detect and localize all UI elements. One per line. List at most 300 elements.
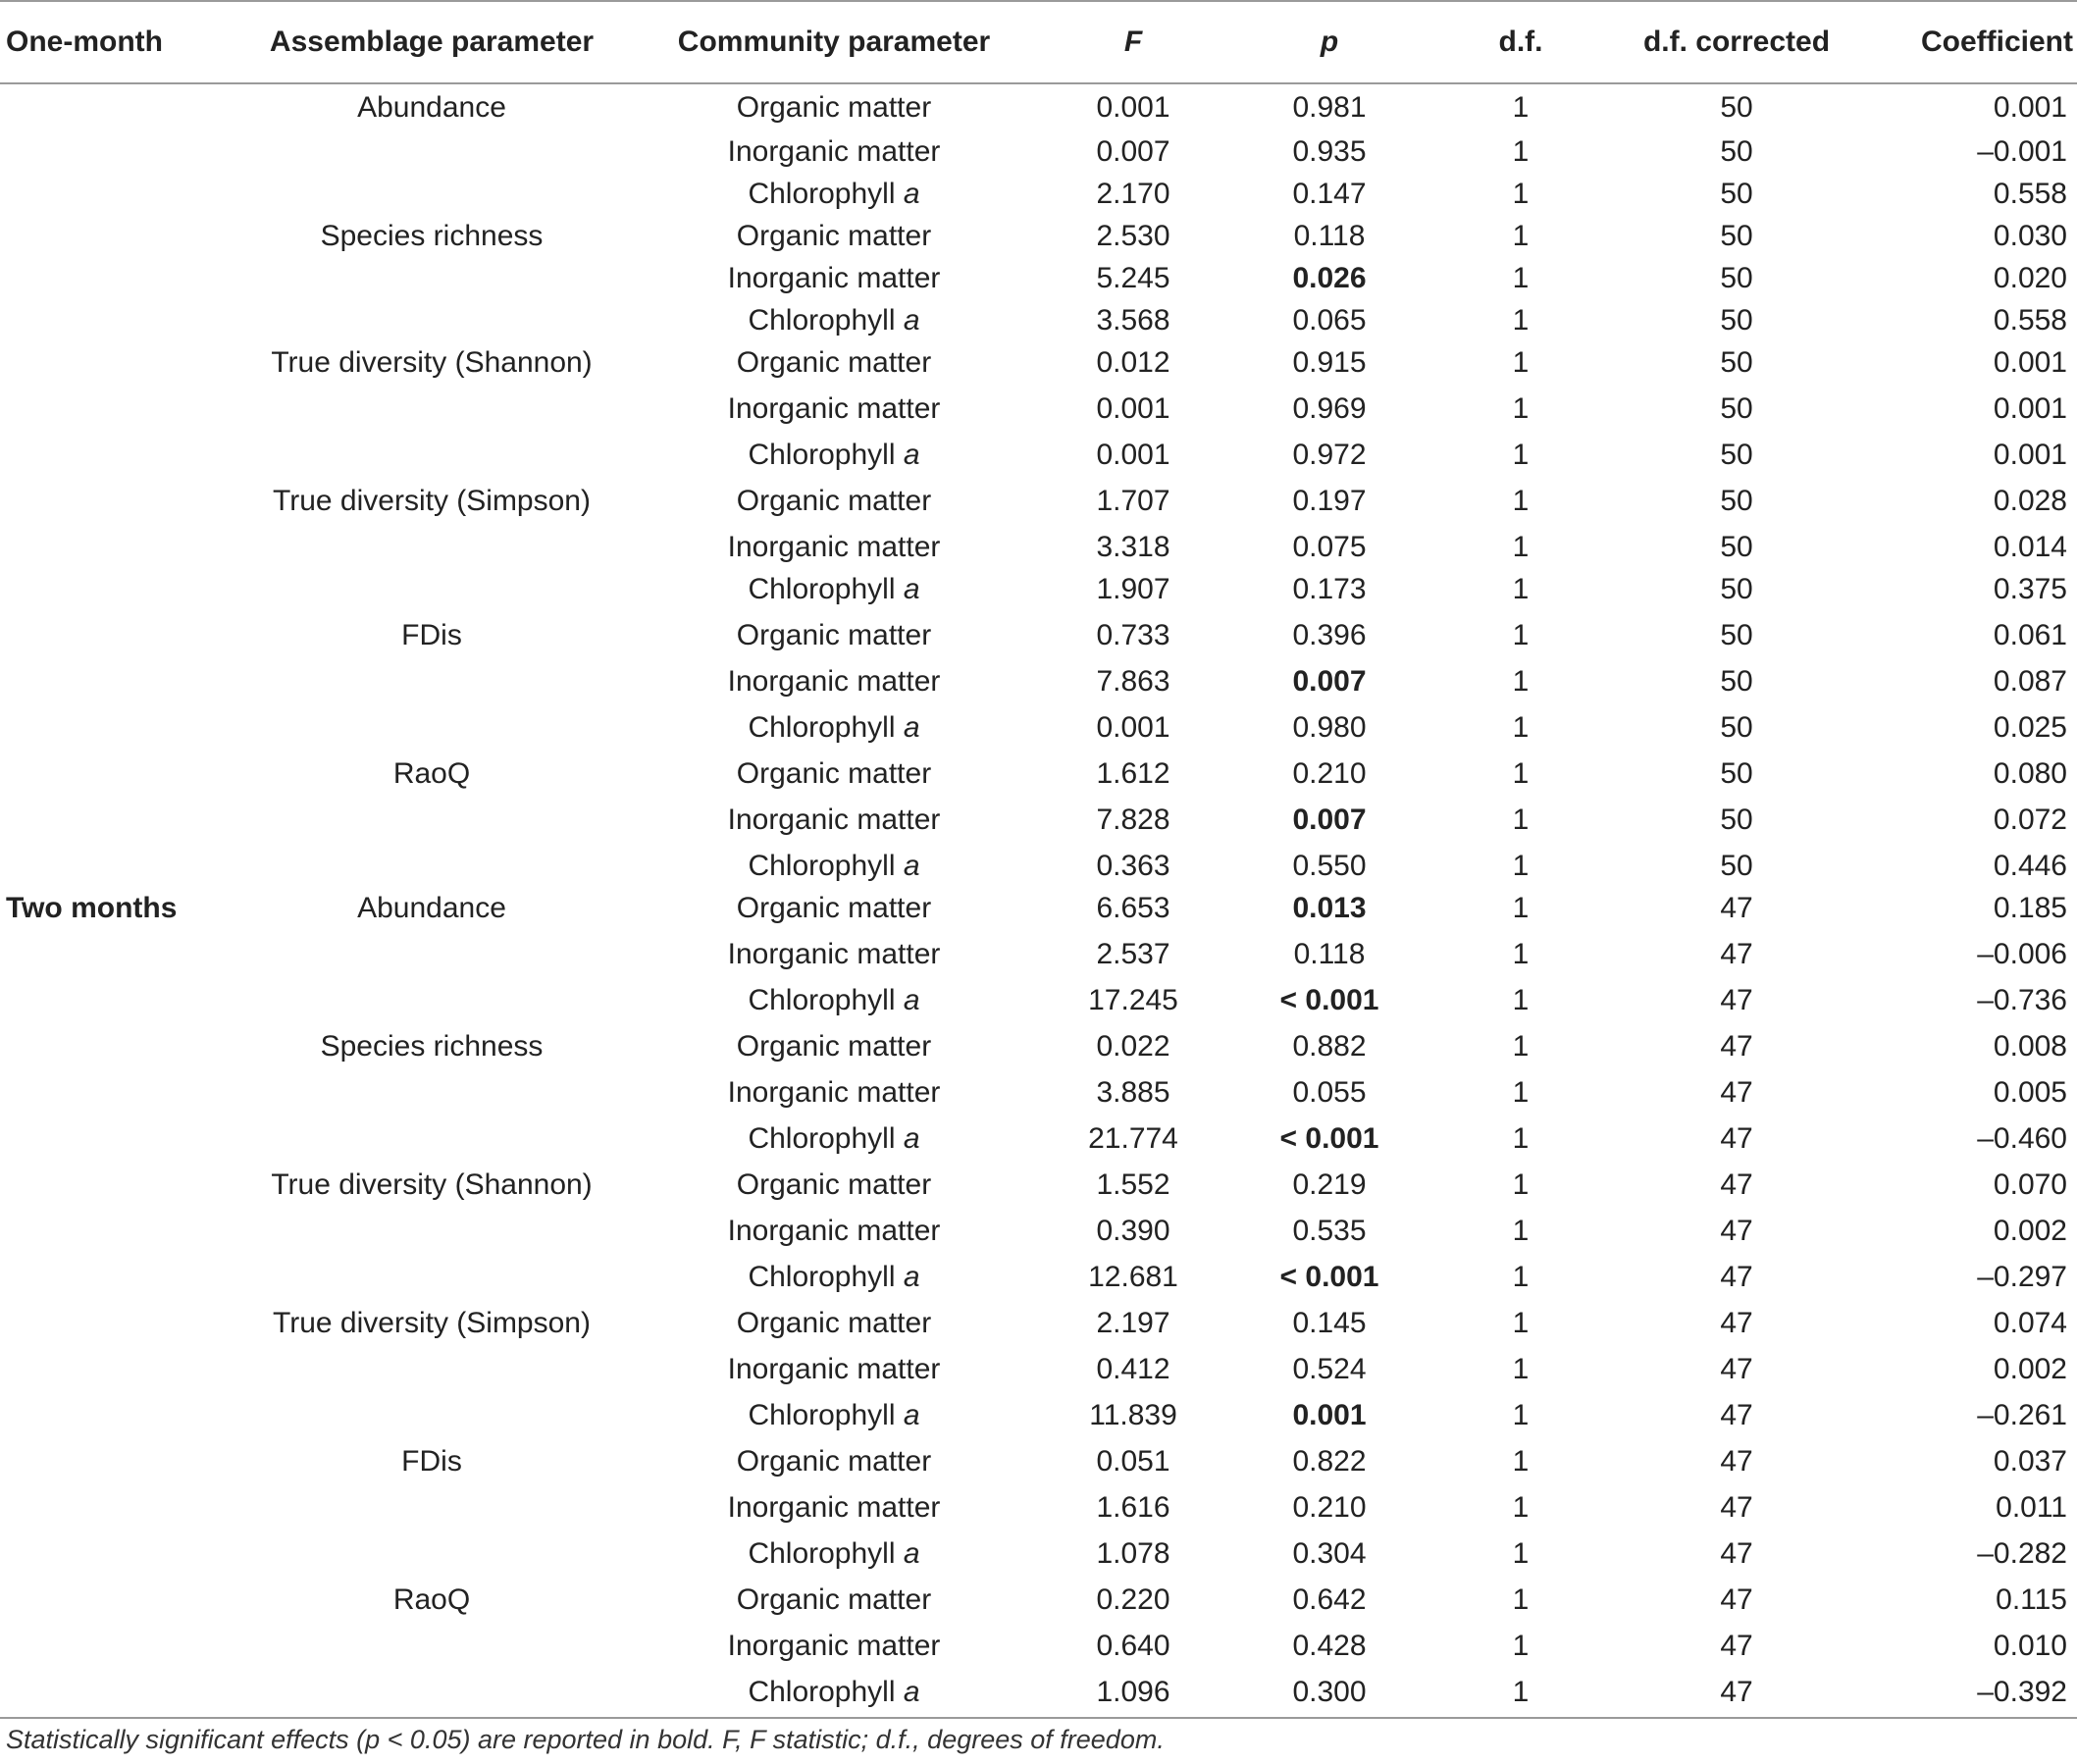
community-cell (638, 384, 1030, 434)
table-row (0, 1482, 2077, 1532)
f-value-cell: 1.616 (1096, 1490, 1170, 1524)
community-cell (638, 752, 1030, 795)
df-cell: 1 (1512, 1398, 1530, 1431)
table-row (0, 341, 2077, 384)
assemblage-cell (226, 1625, 638, 1667)
df-corrected-cell: 47 (1720, 1352, 1753, 1385)
df-corrected-cell: 47 (1720, 1306, 1753, 1339)
community-italic-suffix: a (903, 1260, 920, 1293)
df-cell: 1 (1512, 1121, 1530, 1155)
community-label: Chlorophyll (748, 1675, 904, 1708)
f-value-cell: 0.007 (1096, 134, 1170, 168)
p-value-cell: < 0.001 (1279, 983, 1379, 1016)
community-cell (638, 929, 1030, 979)
f-value-cell: 12.681 (1088, 1260, 1178, 1293)
p-value-cell: 0.304 (1292, 1536, 1367, 1570)
table-row (0, 568, 2077, 610)
coefficient-cell: 0.061 (1993, 618, 2067, 651)
coefficient-cell: 0.115 (1996, 1582, 2067, 1616)
community-label: Chlorophyll (748, 572, 904, 605)
community-label: Inorganic matter (727, 1352, 941, 1385)
p-value-cell: < 0.001 (1279, 1260, 1379, 1293)
df-cell: 1 (1512, 803, 1530, 836)
period-cell (0, 130, 226, 173)
period-cell (0, 434, 226, 476)
p-value-cell: 0.972 (1292, 438, 1367, 471)
df-cell: 1 (1512, 345, 1530, 379)
f-value-cell: 0.412 (1096, 1352, 1170, 1385)
f-value-cell: 0.001 (1096, 438, 1170, 471)
header-df: d.f. (1423, 1, 1619, 83)
f-value-cell: 0.390 (1096, 1214, 1170, 1247)
df-cell: 1 (1512, 1306, 1530, 1339)
f-value-cell: 1.707 (1096, 484, 1170, 517)
assemblage-cell: RaoQ (392, 756, 471, 790)
community-label: Organic matter (736, 1306, 932, 1339)
f-value-cell: 1.096 (1030, 1667, 1236, 1718)
table-row (0, 702, 2077, 752)
table-row (0, 1532, 2077, 1575)
header-row (0, 1, 2077, 83)
df-corrected-cell: 50 (1720, 618, 1753, 651)
df-cell: 1 (1512, 530, 1530, 563)
community-cell (638, 845, 1030, 887)
table-row (0, 130, 2077, 173)
table-row (0, 660, 2077, 702)
p-value-cell: 0.026 (1292, 261, 1367, 294)
community-cell (638, 1482, 1030, 1532)
df-cell: 1 (1512, 261, 1530, 294)
header-assemblage: Assemblage parameter (226, 1, 638, 83)
community-cell (638, 1164, 1030, 1206)
table-row (0, 1440, 2077, 1482)
p-value-cell: 0.210 (1292, 1490, 1367, 1524)
df-corrected-cell: 50 (1720, 849, 1753, 882)
coefficient-cell: 0.025 (1993, 710, 2067, 744)
community-cell (638, 660, 1030, 702)
df-corrected-cell: 50 (1720, 219, 1753, 252)
f-value-cell: 1.612 (1096, 756, 1170, 790)
community-cell (638, 795, 1030, 845)
df-corrected-cell: 50 (1720, 530, 1753, 563)
community-italic-suffix: a (903, 177, 920, 210)
p-value-cell: 0.219 (1292, 1167, 1367, 1201)
table-row (0, 979, 2077, 1021)
coefficient-cell: 0.002 (1993, 1352, 2067, 1385)
community-cell (638, 257, 1030, 299)
df-corrected-cell: 50 (1720, 572, 1753, 605)
coefficient-cell: 0.001 (1993, 391, 2067, 425)
assemblage-cell: Abundance (357, 90, 506, 124)
coefficient-cell: 0.030 (1993, 219, 2067, 252)
community-label: Organic matter (736, 1444, 932, 1478)
assemblage-cell: True diversity (Simpson) (273, 484, 591, 517)
df-corrected-cell: 47 (1720, 1536, 1753, 1570)
community-italic-suffix: a (903, 1675, 920, 1708)
community-cell (638, 526, 1030, 568)
p-value-cell: 0.147 (1292, 177, 1367, 210)
assemblage-cell (226, 568, 638, 610)
period-cell (0, 1575, 226, 1625)
f-value-cell: 3.885 (1096, 1075, 1170, 1109)
table-row (0, 1390, 2077, 1440)
community-label: Organic matter (736, 484, 932, 517)
p-value-cell: 0.065 (1292, 303, 1367, 337)
assemblage-cell: Species richness (320, 1029, 544, 1063)
community-label: Chlorophyll (748, 710, 904, 744)
coefficient-cell: 0.001 (1993, 90, 2067, 124)
p-value-cell: 0.173 (1292, 572, 1367, 605)
community-italic-suffix: a (903, 710, 920, 744)
p-value-cell: 0.145 (1292, 1306, 1367, 1339)
p-value-cell: 0.396 (1292, 618, 1367, 651)
community-label: Chlorophyll (748, 1121, 904, 1155)
f-value-cell: 2.530 (1096, 219, 1170, 252)
df-cell: 1 (1512, 756, 1530, 790)
df-cell: 1 (1512, 134, 1530, 168)
f-value-cell: 2.170 (1096, 177, 1170, 210)
community-cell (638, 1114, 1030, 1164)
community-cell (638, 215, 1030, 257)
table-row (0, 845, 2077, 887)
df-corrected-cell: 50 (1720, 261, 1753, 294)
table-row (0, 1114, 2077, 1164)
table-row (0, 929, 2077, 979)
period-cell: Two months (6, 891, 178, 924)
community-label: Chlorophyll (748, 983, 904, 1016)
table-row (0, 752, 2077, 795)
assemblage-cell (226, 795, 638, 845)
assemblage-cell (226, 1482, 638, 1532)
assemblage-cell (226, 1532, 638, 1575)
p-value-cell: 0.935 (1292, 134, 1367, 168)
community-italic-suffix: a (903, 438, 920, 471)
coefficient-cell: 0.185 (1993, 891, 2067, 924)
period-cell (0, 1256, 226, 1298)
period-cell (0, 845, 226, 887)
table-row (0, 384, 2077, 434)
period-cell (0, 929, 226, 979)
assemblage-cell (226, 702, 638, 752)
community-label: Inorganic matter (727, 134, 941, 168)
coefficient-cell: 0.008 (1993, 1029, 2067, 1063)
community-cell (638, 434, 1030, 476)
p-value-cell: 0.550 (1292, 849, 1367, 882)
period-cell (0, 1206, 226, 1256)
p-value-cell: < 0.001 (1279, 1121, 1379, 1155)
assemblage-cell: Species richness (320, 219, 544, 252)
community-cell (638, 1348, 1030, 1390)
p-value-cell: 0.981 (1292, 90, 1367, 124)
df-corrected-cell: 50 (1720, 303, 1753, 337)
coefficient-cell: 0.072 (1993, 803, 2067, 836)
community-label: Organic matter (736, 618, 932, 651)
p-value-cell: 0.822 (1292, 1444, 1367, 1478)
coefficient-cell: 0.037 (1993, 1444, 2067, 1478)
assemblage-cell (226, 1667, 638, 1718)
p-value-cell: 0.001 (1292, 1398, 1367, 1431)
df-corrected-cell: 50 (1720, 345, 1753, 379)
period-cell (0, 568, 226, 610)
community-label: Chlorophyll (748, 1398, 904, 1431)
assemblage-cell (226, 257, 638, 299)
df-cell: 1 (1512, 849, 1530, 882)
coefficient-cell: 0.080 (1993, 756, 2067, 790)
community-label: Organic matter (736, 891, 932, 924)
p-value-cell: 0.969 (1292, 391, 1367, 425)
assemblage-cell: True diversity (Shannon) (271, 1167, 593, 1201)
community-italic-suffix: a (903, 1536, 920, 1570)
df-cell: 1 (1512, 303, 1530, 337)
df-corrected-cell: 47 (1720, 1121, 1753, 1155)
df-cell: 1 (1512, 572, 1530, 605)
table-row (0, 173, 2077, 215)
community-cell (638, 341, 1030, 384)
community-label: Inorganic matter (727, 1075, 941, 1109)
community-label: Organic matter (736, 1167, 932, 1201)
df-corrected-cell: 50 (1720, 664, 1753, 698)
table-row (0, 887, 2077, 929)
table-row (0, 1575, 2077, 1625)
assemblage-cell (226, 1348, 638, 1390)
community-cell (638, 610, 1030, 660)
period-cell (0, 1164, 226, 1206)
table-row (0, 1164, 2077, 1206)
period-cell (0, 476, 226, 526)
table-row (0, 476, 2077, 526)
assemblage-cell: FDis (401, 618, 462, 651)
coefficient-cell: –0.297 (1977, 1260, 2067, 1293)
p-value-cell: 0.535 (1292, 1214, 1367, 1247)
community-label: Inorganic matter (727, 803, 941, 836)
assemblage-cell (226, 1206, 638, 1256)
p-value-cell: 0.013 (1292, 891, 1367, 924)
df-corrected-cell: 47 (1720, 1629, 1753, 1662)
df-cell: 1 (1512, 1352, 1530, 1385)
df-cell: 1 (1512, 891, 1530, 924)
coefficient-cell: –0.460 (1977, 1121, 2067, 1155)
assemblage-cell: True diversity (Shannon) (271, 345, 593, 379)
table-row (0, 434, 2077, 476)
header-f: F (1030, 1, 1236, 83)
community-cell (638, 702, 1030, 752)
df-cell: 1 (1423, 1667, 1619, 1718)
df-cell: 1 (1512, 1075, 1530, 1109)
df-cell: 1 (1512, 1490, 1530, 1524)
period-cell (0, 341, 226, 384)
f-value-cell: 21.774 (1088, 1121, 1178, 1155)
table-row (0, 83, 2077, 130)
period-cell (0, 215, 226, 257)
table-body (0, 83, 2077, 1718)
df-cell: 1 (1512, 484, 1530, 517)
p-value-cell: 0.524 (1292, 1352, 1367, 1385)
df-cell: 1 (1512, 1582, 1530, 1616)
coefficient-cell: 0.001 (1993, 438, 2067, 471)
coefficient-cell: 0.070 (1993, 1167, 2067, 1201)
coefficient-cell: –0.282 (1977, 1536, 2067, 1570)
p-value-cell: 0.300 (1236, 1667, 1423, 1718)
table-footnote: Statistically significant effects (p < 0.05) are reported in bold. F, F statistic; d.f., degrees of freedom. (6, 1725, 1165, 1754)
community-cell (638, 1298, 1030, 1348)
community-label: Organic matter (736, 1029, 932, 1063)
p-value-cell: 0.055 (1292, 1075, 1367, 1109)
coefficient-cell: 0.558 (1993, 177, 2067, 210)
f-value-cell: 2.197 (1096, 1306, 1170, 1339)
f-value-cell: 7.828 (1096, 803, 1170, 836)
df-corrected-cell: 50 (1720, 710, 1753, 744)
period-cell (0, 752, 226, 795)
community-cell (638, 1021, 1030, 1071)
period-cell (0, 1625, 226, 1667)
assemblage-cell: FDis (401, 1444, 462, 1478)
table-row (0, 1625, 2077, 1667)
table-row (0, 1206, 2077, 1256)
coefficient-cell: –0.392 (1854, 1667, 2077, 1718)
community-cell (638, 1071, 1030, 1114)
df-cell: 1 (1512, 710, 1530, 744)
f-value-cell: 0.220 (1096, 1582, 1170, 1616)
community-cell (638, 979, 1030, 1021)
df-cell: 1 (1512, 177, 1530, 210)
community-label: Organic matter (736, 90, 932, 124)
f-value-cell: 1.907 (1096, 572, 1170, 605)
coefficient-cell: 0.001 (1993, 345, 2067, 379)
f-value-cell: 11.839 (1089, 1398, 1177, 1431)
df-corrected-cell: 50 (1720, 391, 1753, 425)
assemblage-cell (226, 929, 638, 979)
p-value-cell: 0.882 (1292, 1029, 1367, 1063)
df-cell: 1 (1512, 664, 1530, 698)
period-cell (0, 660, 226, 702)
period-cell (0, 702, 226, 752)
df-corrected-cell: 47 (1720, 1029, 1753, 1063)
p-value-cell: 0.075 (1292, 530, 1367, 563)
f-value-cell: 3.568 (1096, 303, 1170, 337)
community-label: Organic matter (736, 345, 932, 379)
df-corrected-cell: 47 (1720, 1582, 1753, 1616)
df-corrected-cell: 47 (1720, 1444, 1753, 1478)
community-italic-suffix: a (903, 983, 920, 1016)
coefficient-cell: 0.558 (1993, 303, 2067, 337)
community-label: Inorganic matter (727, 937, 941, 970)
df-corrected-cell: 50 (1720, 756, 1753, 790)
assemblage-cell: Abundance (357, 891, 506, 924)
df-corrected-cell: 47 (1720, 983, 1753, 1016)
period-cell (0, 173, 226, 215)
p-value-cell: 0.007 (1292, 803, 1367, 836)
community-label: Inorganic matter (727, 1490, 941, 1524)
assemblage-cell (226, 173, 638, 215)
community-label: Organic matter (736, 219, 932, 252)
header-p: p (1236, 1, 1423, 83)
community-italic-suffix: a (903, 303, 920, 337)
df-corrected-cell: 47 (1720, 937, 1753, 970)
community-label: Organic matter (736, 1582, 932, 1616)
period-cell (0, 1348, 226, 1390)
df-cell: 1 (1512, 1029, 1530, 1063)
period-cell (0, 257, 226, 299)
coefficient-cell: 0.446 (1993, 849, 2067, 882)
period-cell (0, 1440, 226, 1482)
header-coefficient: Coefficient (1854, 1, 2077, 83)
assemblage-cell (226, 526, 638, 568)
community-label: Inorganic matter (727, 261, 941, 294)
p-value-cell: 0.915 (1292, 345, 1367, 379)
p-value-cell: 0.007 (1292, 664, 1367, 698)
community-label: Chlorophyll (748, 438, 904, 471)
period-cell (0, 795, 226, 845)
df-cell: 1 (1512, 1214, 1530, 1247)
coefficient-cell: –0.001 (1977, 134, 2067, 168)
table-row (0, 215, 2077, 257)
coefficient-cell: –0.736 (1977, 983, 2067, 1016)
assemblage-cell (226, 1390, 638, 1440)
f-value-cell: 0.051 (1096, 1444, 1170, 1478)
df-corrected-cell: 50 (1720, 134, 1753, 168)
coefficient-cell: 0.010 (1993, 1629, 2067, 1662)
community-cell (638, 1440, 1030, 1482)
f-value-cell: 1.078 (1096, 1536, 1170, 1570)
df-cell: 1 (1512, 90, 1530, 124)
df-cell: 1 (1512, 937, 1530, 970)
f-value-cell: 2.537 (1096, 937, 1170, 970)
community-label: Chlorophyll (748, 1260, 904, 1293)
community-italic-suffix: a (903, 849, 920, 882)
table-row (0, 1348, 2077, 1390)
period-cell (0, 1114, 226, 1164)
community-italic-suffix: a (903, 572, 920, 605)
community-label: Organic matter (736, 756, 932, 790)
df-cell: 1 (1512, 391, 1530, 425)
table-row (0, 526, 2077, 568)
f-value-cell: 0.001 (1096, 391, 1170, 425)
df-cell: 1 (1512, 219, 1530, 252)
df-cell: 1 (1512, 618, 1530, 651)
period-cell (0, 1390, 226, 1440)
assemblage-cell (226, 130, 638, 173)
f-value-cell: 17.245 (1088, 983, 1178, 1016)
df-cell: 1 (1512, 1444, 1530, 1478)
community-label: Inorganic matter (727, 391, 941, 425)
community-label: Chlorophyll (748, 849, 904, 882)
f-value-cell: 5.245 (1096, 261, 1170, 294)
df-corrected-cell: 47 (1720, 1398, 1753, 1431)
df-corrected-cell: 47 (1720, 891, 1753, 924)
period-cell (0, 1021, 226, 1071)
community-label: Chlorophyll (748, 177, 904, 210)
assemblage-cell (226, 979, 638, 1021)
period-cell (0, 1532, 226, 1575)
df-cell: 1 (1512, 1536, 1530, 1570)
assemblage-cell (226, 845, 638, 887)
df-corrected-cell: 50 (1720, 90, 1753, 124)
coefficient-cell: 0.087 (1993, 664, 2067, 698)
period-cell (0, 384, 226, 434)
table-row (0, 1021, 2077, 1071)
period-cell (0, 1071, 226, 1114)
table-row (0, 1071, 2077, 1114)
df-corrected-cell: 47 (1720, 1214, 1753, 1247)
period-cell (0, 610, 226, 660)
community-italic-suffix: a (903, 1121, 920, 1155)
f-value-cell: 0.001 (1096, 710, 1170, 744)
coefficient-cell: 0.375 (1993, 572, 2067, 605)
coefficient-cell: 0.020 (1993, 261, 2067, 294)
community-label: Chlorophyll (748, 1536, 904, 1570)
table-row (0, 610, 2077, 660)
coefficient-cell: 0.005 (1993, 1075, 2067, 1109)
